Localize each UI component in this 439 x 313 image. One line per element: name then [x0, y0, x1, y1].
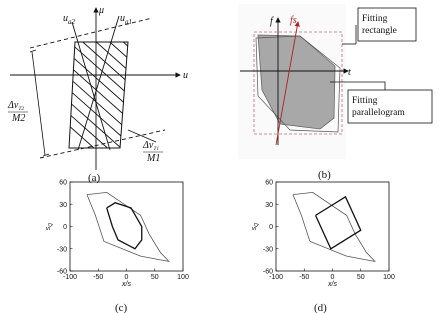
caption-a: (a): [88, 172, 101, 184]
fitting-parallelogram-line2: parallelogram: [352, 108, 405, 118]
y-tick-label: 0: [269, 224, 273, 231]
x-tick-label: -50: [93, 274, 104, 281]
x-tick-label: 0: [330, 274, 335, 281]
y-tick-label: -60: [56, 268, 67, 276]
upper-dashed-bound: [30, 18, 152, 48]
fs-axis-label: fs: [290, 15, 297, 26]
outer-boundary-line: [293, 192, 375, 261]
f-axis-label: f: [270, 16, 273, 27]
y-tick-label: -30: [262, 246, 273, 254]
x-tick-label: -100: [62, 274, 78, 281]
ua1-axis: [78, 16, 119, 150]
svg-text:ΔvT1: $\Delta v_{T1}$: [143, 140, 160, 152]
mu-axis-label: μ: [99, 5, 105, 16]
y-tick-label: 60: [265, 179, 273, 187]
left-dimension-line: [32, 52, 45, 155]
x-axis-label: x/s: [122, 281, 131, 288]
fitting-parallelogram-box: [348, 90, 432, 123]
t-axis-label: t: [348, 67, 351, 78]
x-axis-label: x/s: [328, 281, 337, 288]
svg-text:M2: M2: [12, 113, 26, 124]
left-fraction-label: [7, 100, 28, 124]
x-tick-label: 50: [150, 274, 159, 281]
fitting-rectangle-line2: rectangle: [362, 26, 397, 36]
x-tick-label: -50: [299, 274, 310, 281]
panel-b: [238, 4, 432, 181]
x-tick-label: 0: [124, 274, 129, 281]
right-fraction-label: [142, 140, 163, 164]
svg-text:ΔvT2: $\Delta v_{T2}$: [8, 100, 25, 112]
u-axis-label: u: [183, 70, 188, 81]
ua2-axis-label: $u_{a2}$: [63, 13, 75, 26]
y-axis-label: $s_Q$: [45, 222, 54, 231]
y-tick-label: -30: [56, 246, 67, 254]
x-tick-label: 100: [383, 274, 395, 281]
caption-d: (d): [314, 302, 327, 313]
caption-b: (b): [318, 169, 331, 181]
panel-a: [7, 0, 188, 184]
y-axis-label: $s_Q$: [251, 222, 260, 231]
fitted-shape-line: [316, 197, 361, 249]
x-tick-label: 50: [356, 274, 365, 281]
y-tick-label: -60: [262, 268, 273, 276]
y-tick-label: 30: [265, 201, 273, 209]
outer-boundary-line: [87, 192, 169, 261]
fitting-parallelogram-line1: Fitting: [352, 96, 378, 106]
caption-c: (c): [115, 302, 128, 313]
fitted-shape-line: [107, 203, 142, 249]
chart-d: [251, 180, 395, 289]
y-tick-label: 0: [63, 224, 67, 231]
y-tick-label: 60: [59, 179, 67, 187]
x-tick-label: 100: [177, 274, 189, 281]
hatch-lines: [40, 0, 130, 180]
ua1-axis-label: $u_{a1}$: [120, 13, 132, 26]
y-tick-label: 30: [59, 201, 67, 209]
fitting-rectangle-line1: Fitting: [362, 14, 388, 24]
feasible-parallelogram: [69, 42, 128, 148]
chart-c: [45, 180, 189, 289]
svg-text:M1: M1: [147, 153, 161, 164]
x-tick-label: -100: [268, 274, 284, 281]
fitting-rectangle-box: [358, 8, 416, 41]
